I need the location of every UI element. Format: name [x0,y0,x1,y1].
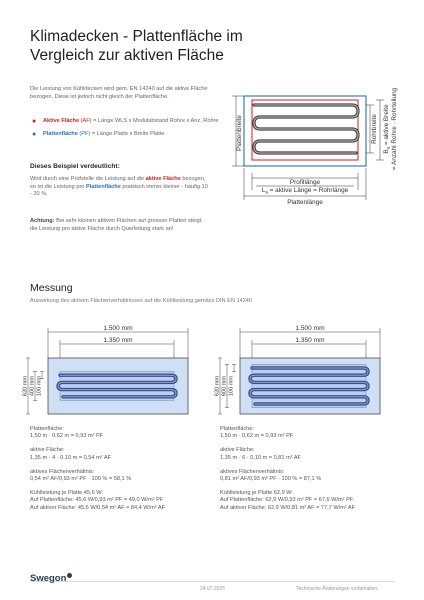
dimension-label-width: 620 mm [214,375,221,397]
footer-date: 24.07.2025 [200,586,226,592]
af-label: aktive Fläche: [30,447,65,454]
footer-note: Technische Änderungen vorbehalten. [296,586,379,592]
panel-diagram-6-tubes [214,322,386,420]
af-calc: 1,35 m · 4 · 0,10 m = 0,54 m² AF [30,454,111,461]
bullet-icon: ● [32,118,37,125]
calculation-block-2 [220,426,400,512]
power-af: Auf aktiver Fläche: 45,6 W/0,54 m² AF = 84,4 W/m² AF [30,504,166,511]
bullet-icon: ● [32,130,37,138]
title-line-2: Vergleich zur aktiven Fläche [30,47,224,64]
label-plattenlaenge: Plattenlänge [287,199,323,206]
example-heading: Dieses Beispiel verdeutlicht: [30,163,120,170]
dimension-label-outer: 1.500 mm [295,325,325,332]
definition-abbr: (PF) [79,130,91,137]
definition-term: Plattenfläche [43,130,78,137]
label-profillaenge: Profillänge [289,179,321,186]
power-af: Auf aktiver Fläche: 62,9 W/0,81 m² AF = 77,7 W/m² AF [220,504,356,511]
ratio-calc: 0,54 m² AF/0,93 m² PF · 100 % = 58,1 % [30,476,132,483]
power-label: Kühlleistung je Platte 62,9 W: [220,490,293,497]
pf-label: Plattenfläche: [30,426,64,432]
title-line-1: Klimadecken - Plattenfläche im [30,28,243,45]
dimension-label-width: 620 mm [22,375,29,397]
label-plattenbreite: Plattenbreite [236,115,243,151]
footer-divider [30,581,394,582]
power-pf: Auf Plattenfläche: 45,6 W/0,93 m² PF = 49,0 W/m² PF [30,497,164,504]
example-paragraph: Wird durch eine Prüfstelle die Leistung auf die aktive Fläche bezogen, so ist die Leistung pro Plattenfläche praktisch immer kleiner - häufig 10 - 20 %. [30,176,208,198]
power-pf: Auf Plattenfläche: 62,9 W/0,93 m² PF = 67,6 W/m² PF [220,497,354,504]
dimension-label-pitch: 100 mm [36,375,43,397]
definition-panel-area [30,131,220,139]
page-title [30,27,320,65]
warning-paragraph: Achtung: Bei sehr kleinen aktiven Flächen auf grossen Platten steigt die Leistung pro aktive Fläche durch Querleitung stark an! [30,218,202,232]
label-aktive-breite: $B_a$ = aktive Breite [383,104,391,154]
section-caption: Auswirkung des aktiven Flächenverhältnisses auf die Kühlleistung gemäss DIN EN 14240 [30,298,253,304]
definition-text: = Länge Platte x Breite Platte [90,130,165,137]
definition-text: = Länge WLS x Modulabstand Rohre x Anz. Rohre [91,118,219,124]
active-area [252,364,366,407]
footer-logo [30,573,72,584]
af-label: aktive Fläche: [220,447,255,454]
panel-schematic-diagram [228,86,420,226]
pf-label: Plattenfläche: [220,426,254,432]
dimension-label-tubes: 600 mm [221,375,228,397]
dimension-label-inner: 1.350 mm [295,337,325,344]
dimension-label-pitch: 100 mm [228,375,235,397]
pf-calc: 1,50 m · 0,62 m = 0,93 m² PF [220,433,294,440]
power-label: Kühlleistung je Platte 45,6 W: [30,490,103,497]
ratio-label: aktives Flächenverhältnis: [220,468,285,475]
definition-active-area [30,118,220,126]
definition-list [30,118,220,143]
definition-term: Aktive Fläche [43,118,80,124]
intro-text: Die Leistung von Kühldecken wird gem. EN 14240 auf die aktive Fläche bezogen. Diese ist jedoch nicht gleich der Plattenfläche. [30,86,208,100]
label-aktive-breite-formel: = Anzahl Rohre · Rohrteilung [391,87,398,171]
af-calc: 1,35 m · 6 · 0,10 m = 0,81 m² AF [220,454,301,461]
label-rohrbreite: Rohrbreite [371,114,378,144]
ratio-calc: 0,81 m² AF/0,93 m² PF · 100 % = 87,1 % [220,476,322,483]
definition-abbr: (AF) [80,118,92,124]
label-aktive-laenge: $L_a$ = aktive Länge = Rohrlänge [261,187,349,195]
panel-diagram-4-tubes [22,322,194,420]
ratio-label: aktives Flächenverhältnis: [30,468,95,475]
calculation-block-1 [30,426,210,512]
brand-logo-text: Swegon [30,573,67,584]
pf-calc: 1,50 m · 0,62 m = 0,93 m² PF [30,433,104,440]
dimension-label-inner: 1.350 mm [103,337,133,344]
dimension-label-outer: 1.500 mm [103,325,133,332]
logo-mark-icon [67,573,72,578]
section-heading-messung: Messung [30,282,73,294]
dimension-label-tubes: 400 mm [29,375,36,397]
